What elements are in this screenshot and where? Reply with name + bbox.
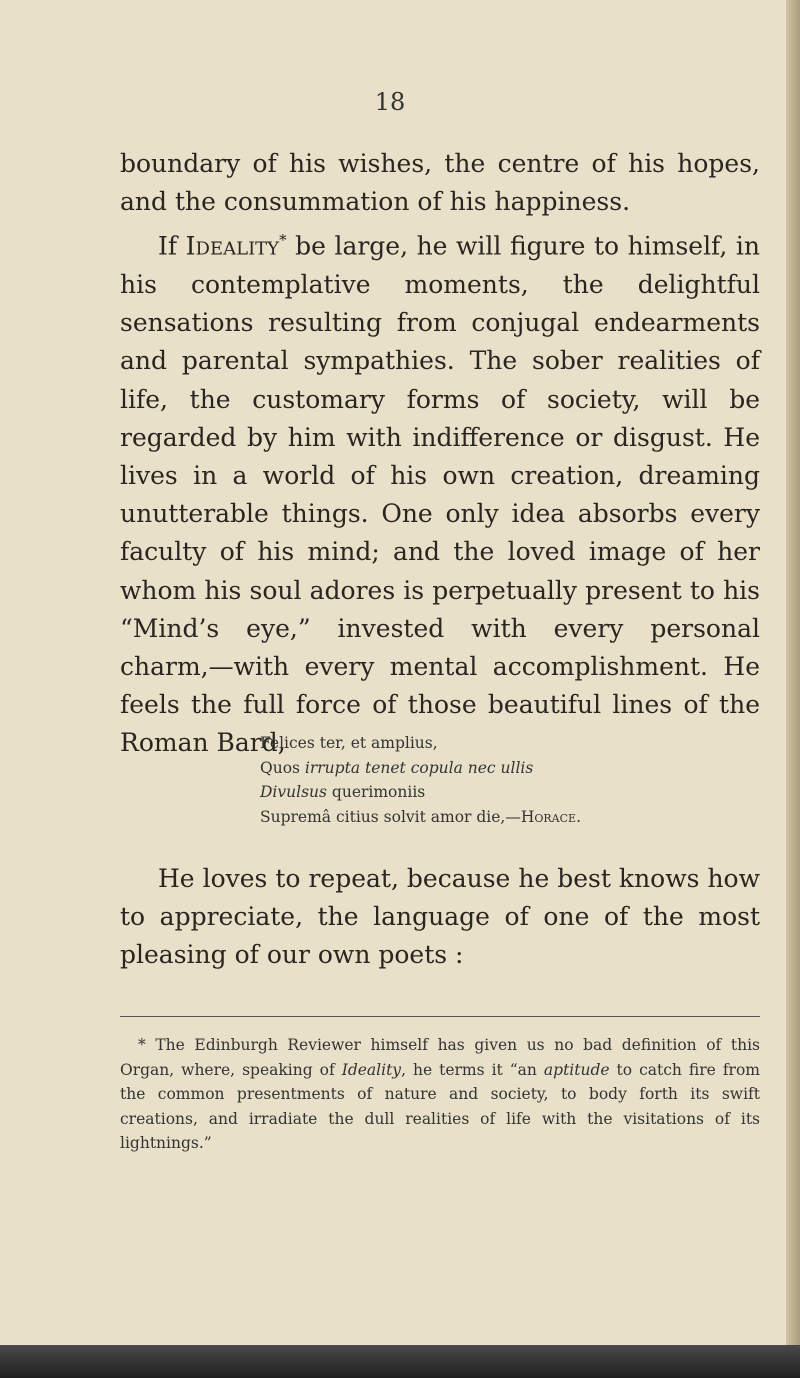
paragraph-3: He loves to repeat, because he best knows how to appreciate, the language of one of the most pleasing of our own poets : — [120, 864, 760, 969]
verse-line-1: Felices ter, et amplius, — [260, 734, 438, 752]
ideality-term: Ideality — [185, 231, 280, 261]
paragraph-2-start: If — [158, 231, 186, 261]
verse-line-4 — [260, 805, 740, 830]
paragraph-2 — [120, 221, 760, 762]
verse-line-2 — [260, 756, 740, 781]
verse-line-3-italic: Divulsus — [260, 783, 327, 801]
footnote-text-post: to catch fire from the common presentments of nature and society, to body forth its swift creations, and irradiate the dull realities of life with the visitations of its lightnings.” — [120, 1060, 760, 1152]
page-number: 18 — [374, 88, 406, 116]
footnote-text-mid: , he terms it “an — [401, 1060, 544, 1079]
paragraph-1: boundary of his wishes, the centre of his hopes, and the consummation of his happiness. — [120, 149, 760, 217]
verse-line-4-pre: Supremâ citius solvit amor die,— — [260, 807, 521, 826]
verse-line-3 — [260, 780, 740, 805]
footnote-text-pre: The Edinburgh Reviewer himself has given us no bad definition of this Organ, where, speaking of — [120, 1036, 760, 1079]
verse-author: Horace. — [520, 807, 581, 826]
footnote-italic-phrase: aptitude — [543, 1060, 610, 1079]
latin-verse — [260, 731, 740, 829]
after-verse-text — [120, 860, 760, 974]
main-text — [120, 145, 760, 763]
verse-line-2-italic: irrupta tenet copula nec ullis — [304, 758, 534, 777]
verse-line-2-pre: Quos — [260, 758, 305, 777]
footnote-reference[interactable]: * — [279, 231, 287, 250]
paragraph-2-rest: be large, he will figure to himself, in his contemplative moments, the delightful sensations resulting from conjugal endearments and parental sympathies. The sober realities of life, the customary forms of society, will be regarded by him with indifference or disgust. He lives in a world of his own creation, dreaming unutterable things. One only idea absorbs every faculty of his mind; and the loved image of her whom his soul adores is perpetually present to his “Mind’s eye,” invested with every personal charm,—with every mental accomplishment. He feels the full force of those beautiful lines of the Roman Bard, — [120, 231, 761, 758]
page-bottom-shadow — [0, 1345, 800, 1378]
page-edge — [786, 0, 800, 1378]
verse-line-3-post: querimoniis — [326, 783, 426, 801]
footnote-italic-term: Ideality — [341, 1060, 402, 1079]
footnote-text — [120, 1033, 760, 1156]
footnote-mark: * — [138, 1036, 146, 1054]
footnote — [120, 1033, 760, 1156]
footnote-divider — [120, 1016, 760, 1017]
